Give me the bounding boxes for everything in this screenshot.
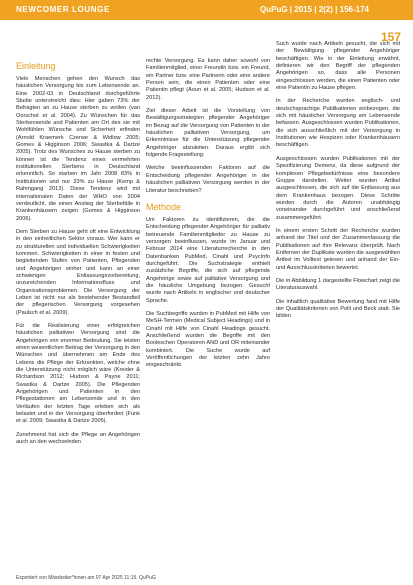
paragraph: Die inhaltlich qualitative Bewertung fand mit Hilfe der Qualitätskriterien von Polit und Beck statt. Sie bilden xyxy=(276,298,400,320)
journal-citation: QuPuG | 2015 | 2(2) | 156-174 xyxy=(260,5,369,14)
paragraph: rechte Versorgung. Es kann daher sowohl von Familienmitglied, einer Freundin bzw. ein Freund, ein Partner bzw. eine Partnerin oder eine andere Person sein, die einen Patienten oder eine Patientin pflegt (Aoun et al. 2005; Hudson et al. 2012). xyxy=(146,58,270,101)
page-number: 157 xyxy=(380,30,401,44)
paragraph: Zunehmend hat sich die Pflege an Angehörigen auch an den wechselnden xyxy=(16,431,140,446)
paragraph: In der Recherche wurden englisch- und deutschsprachige Publikationen einbezogen, die sich mit häuslicher Versorgung am Lebensende befassen. Ausgeschlossen wurden Publikationen, die sich ausschließlich mit der Versorgung in Institutionen wie Hospizen oder Krankenhäusern beschäftigen. xyxy=(276,98,400,149)
download-footer: Exportiert von Mitarbeiter*innen am 07 Apr 2025 11:15. QuPuG xyxy=(16,575,156,581)
paragraph: Ziel dieser Arbeit ist die Vorstellung von Bewältigungsstrategien pflegender Angehöriger im Bezug auf die Versorgung von Patienten in der häuslichen palliativen Versorgung, um Erkenntnisse für die Unterstützung pflegender Angehöriger abzuleiten. Daraus ergibt sich folgende Fragestellung: xyxy=(146,108,270,159)
paragraph: Dem Sterben zu Hause geht oft eine Entwicklung in den einheitlichen Sektor voraus. Wer kann er zu strukturellen und individuellen Schwierigkeiten kommen. Schwierigkeiten in einer in festen und begleitenden Stufen von Patienten, Pflegenden und Angehörigen einher und kann an einer schwierigen Entlassungsvorbereitung, unzureichenden Informationsfluss und Organisationsproblemen. Die Versorgung der Leben ist nicht nur als bestehender Bestandteil der pflegerischen Versorgung vorgesehen (Paulsch et al. 2009). xyxy=(16,228,140,316)
text-column-3 xyxy=(276,41,400,327)
paragraph: Viele Menschen gehen den Wunsch das häuslichen Versorgung bis zum Lebensende an. Eine 2002-03 in Deutschland durchgeführte Studie unterstreicht dies: Hier gaben 73% der Befragten an zu Hause sterben zu wollen (van Oorschot et al. 2004). Zu Wünschen für das Sterbensende and Patienten am Ort des sie mit Wohlfühlen Wünsche und Sicherheit erfinden (Arnold Kraemerk Czerwe & Widlow 2005; Gomes & Higginson 2006; Swastka & Dartze 2005). Trotz des Wunsches zu Hause sterben zu können ist die Tendenz eines vermehrten institutionellen Sterbens in Deutschland erkenntlich. So starben im Jahr 2008 83% in Institutionen und nur 33% zu Hause (Kemp & Rahmgang 2013). Diese Tendenz wird mit internationalen Daten der WHO von 2004 verdeutlicht, die einen Anstieg der Sterbefälle in Krankenhäusern zeigen (Gomes & Higginson 2006). xyxy=(16,76,140,222)
paragraph: Die in Abbildung 1 dargestellte Flowchart zeigt die Literaturauswahl. xyxy=(276,277,400,292)
section-heading-method: Methode xyxy=(146,201,182,212)
paragraph: Die Suchbegriffe wurden in PubMed mit Hilfe von MeSH-Termen (Medical Subject Headings) und in Cinahl mit Hilfe von Cinahl Headings gesucht. Anschließend wurden die Begriffe mit den Booleschen Operatoren AND und OR miteinander kombiniert. Die Suche wurde auf Veröffentlichungen der letzten zehn Jahre eingeschränkt. xyxy=(146,310,270,369)
text-column-2 xyxy=(146,58,270,376)
journal-section-label: NEWCOMER LOUNGE xyxy=(16,5,110,14)
paragraph: In einem ersten Schritt der Recherche wurden anhand der Titel und der Zusammenfassung die Publikationen auf ihre Relevanz überprüft. Nach Entfernen der Duplikate wurden die ausgewählten Artikel im Volltext gelesen und anhand der Ein- und Ausschlusskriterien bewertet. xyxy=(276,227,400,271)
header-bar xyxy=(0,0,413,20)
text-column-1 xyxy=(16,58,140,453)
paragraph-research-question: Welche beeinflussenden Faktoren auf die Entscheidung pflegender Angehöriger in der häuslichen palliativen Versorgung werden in der Literatur beschrieben? xyxy=(146,165,270,194)
paragraph: Such wurde nach Artikeln gesucht, die sich mit der Bewältigung pflegender Angehöriger beschäftigen. Wie in der Einleitung erwähnt, definieren wir den Begriff der pflegenden Angehörigen so, dass alle Personen eingeschlossen werden, die einen Patienten oder eine Patientin zu Hause pflegen. xyxy=(276,41,400,92)
paragraph: Für die Realisierung einer erfolgreichen häuslichen palliativen Versorgung sind die Angehörigen von enormer Bedeutung. Sie leisten einen wesentlichen Beitrag der Versorgung in den Wünschen und übernehmen am Ende des Lebens die Pflege der Erkrankten, welche ohne die Unterstützung nicht möglich wäre (Kreider & Richardson 2012; Hudson & Payne 2011; Swastka & Dartze 2005). Die Pflegenden Angehörigen und Patienten in den Pflegestationen am Lebensende und in den Verläufen der letzten Tage erleben sich als belastet und in der Versorgung überfordert (Funk et al. 2009; Swastka & Dartze 2005). xyxy=(16,323,140,425)
paragraph: Ausgeschlossen wurden Publikationen mit der Spezifizierung Demenz, da diese aufgrund der komplexen Pflegebedürfnisse eine besondere Gruppe darstellen. Weiter wurden Artikel ausgeschlossen, die sich auf die Entlassung aus dem Krankenhaus bezogen. Diese Schritte wurden durch die Autoren unabhängig voneinander durchgeführt und anschließend zusammengeführt. xyxy=(276,155,400,221)
paragraph: Um Faktoren zu identifizieren, die die Entscheidung pflegender Angehöriger für palliativ betreuende Familienmitglieder zu Hause zu versorgen beeinflussen, wurde im Januar und Februar 2014 eine Literaturrecherche in den Datenbanken PubMed, Cinahl und PsycInfo durchgeführt. Die Suchstrategie enthielt zusätzliche Begriffe, die sich auf pflegende Angehörige sowie auf palliative Versorgung und die häusliche Umgebung bezogen. Gesucht wurde nach Artikeln in englischer und deutscher Sprache. xyxy=(146,216,270,304)
section-heading-introduction: Einleitung xyxy=(16,61,56,71)
